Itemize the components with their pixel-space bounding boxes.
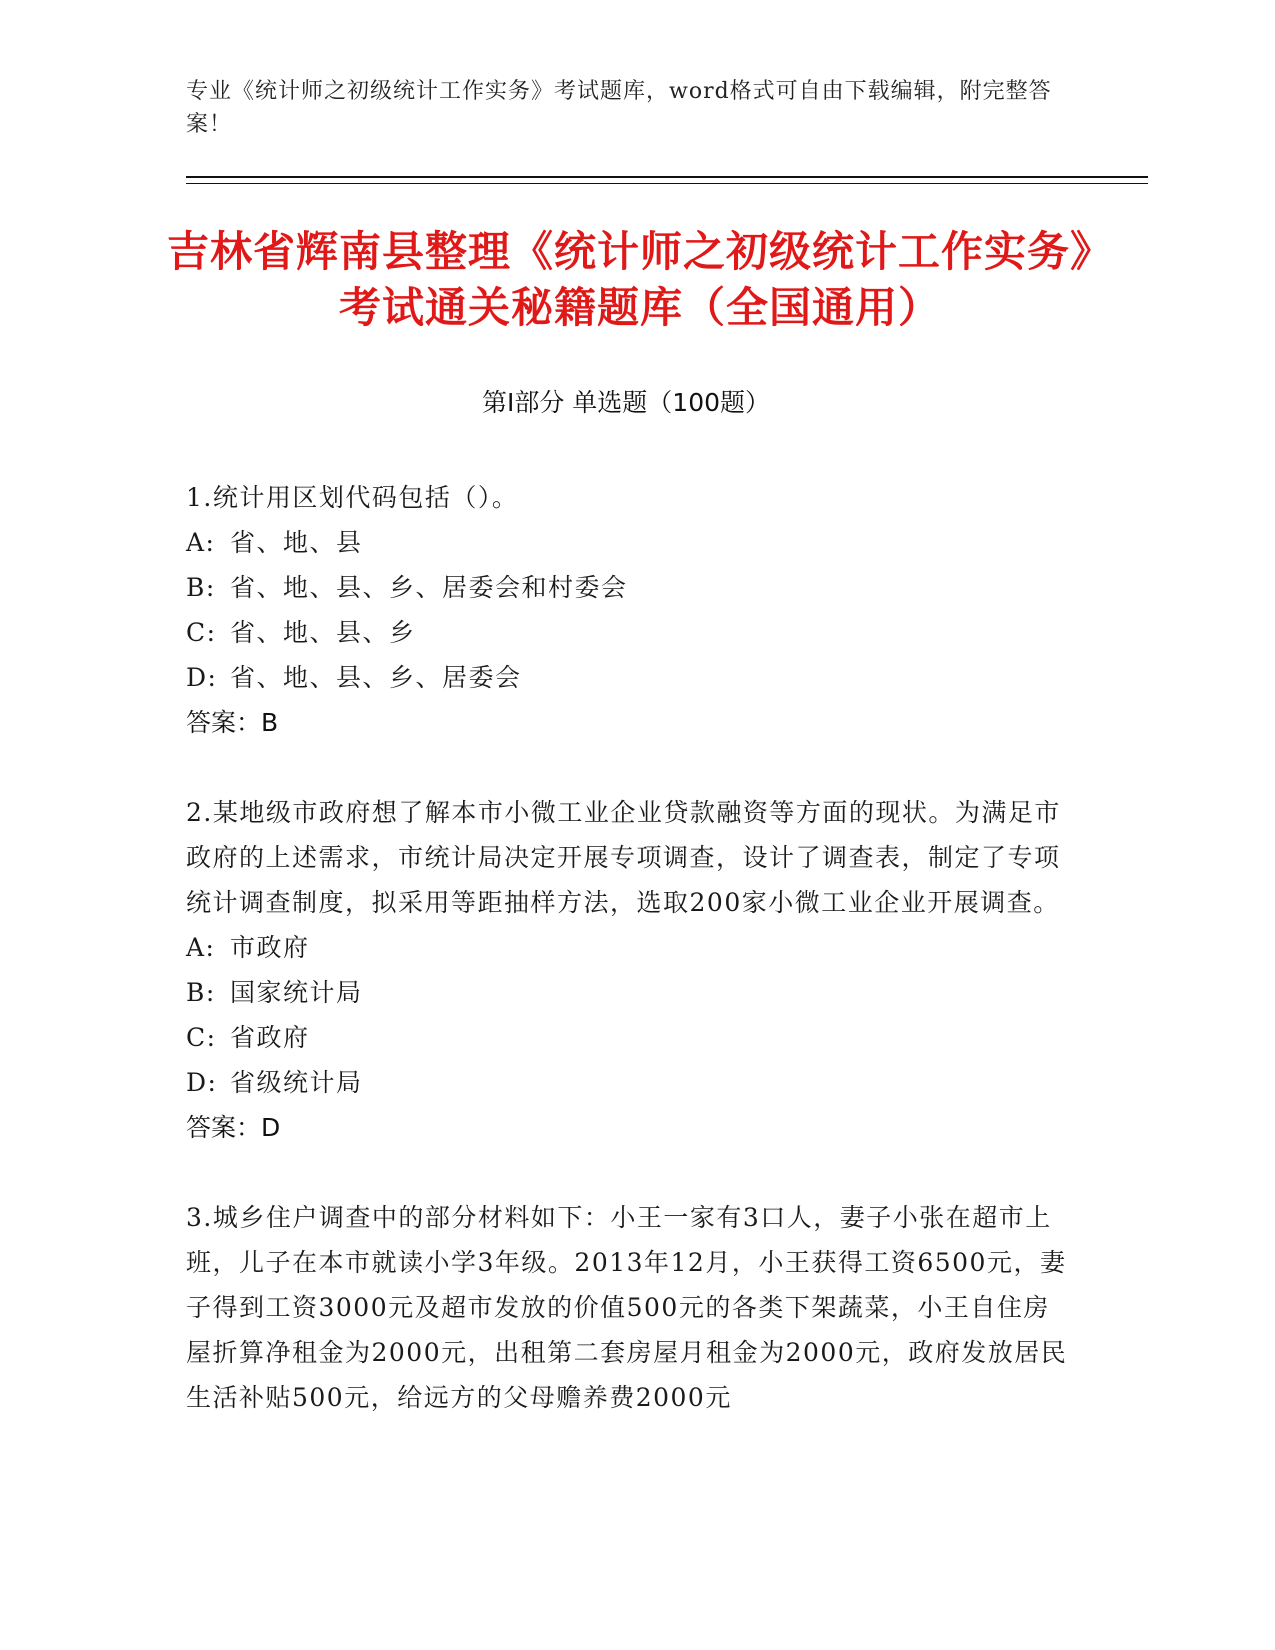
option-text: 省、地、县、乡、居委会和村委会 [230,573,628,602]
header-divider-thin [186,183,1148,184]
option-text: 省、地、县 [230,528,363,557]
document-title: 吉林省辉南县整理《统计师之初级统计工作实务》考试通关秘籍题库（全国通用） [166,227,1113,332]
option-b [186,970,1076,1015]
option-text: 市政府 [230,933,310,962]
question-stem: 1.统计用区划代码包括（）。 [186,483,519,512]
question-stem: 2.某地级市政府想了解本市小微工业企业贷款融资等方面的现状。为满足市政府的上述需求，市统计局决定开展专项调查，设计了调查表，制定了专项统计调查制度，拟采用等距抽样方法，选取200家小微工业企业开展调查。 [186,798,1061,917]
option-letter: A: [186,933,216,962]
option-d [186,655,1076,700]
option-text: 省、地、县、乡、居委会 [230,663,522,692]
answer-line: 答案：B [186,708,279,737]
option-c [186,1015,1076,1060]
option-a [186,925,1076,970]
option-d [186,1060,1076,1105]
option-letter: D: [186,1068,218,1097]
option-text: 省级统计局 [230,1068,363,1097]
section-title: 第Ⅰ部分 单选题（100题） [481,388,771,417]
option-text: 省、地、县、乡 [230,618,416,647]
question-list [186,475,1076,1465]
option-letter: B: [186,573,216,602]
option-text: 省政府 [230,1023,310,1052]
answer-line: 答案：D [186,1113,281,1142]
option-letter: C: [186,618,217,647]
question-stem: 3.城乡住户调查中的部分材料如下：小王一家有3口人，妻子小张在超市上班，儿子在本市就读小学3年级。2013年12月，小王获得工资6500元，妻子得到工资3000元及超市发放的价值500元的各类下架蔬菜，小王自住房屋折算净租金为2000元，出租第二套房屋月租金为2000元，政府发放居民生活补贴500元，给远方的父母赡养费2000元 [186,1203,1068,1412]
option-letter: B: [186,978,216,1007]
question-3 [186,1195,1076,1420]
option-letter: C: [186,1023,217,1052]
question-1 [186,475,1076,745]
header-note: 专业《统计师之初级统计工作实务》考试题库，word格式可自由下载编辑，附完整答案！ [186,79,1052,137]
option-letter: A: [186,528,216,557]
option-text: 国家统计局 [230,978,363,1007]
option-letter: D: [186,663,218,692]
option-c [186,610,1076,655]
option-a [186,520,1076,565]
header-divider-thick [186,176,1148,178]
option-b [186,565,1076,610]
question-2 [186,790,1076,1150]
